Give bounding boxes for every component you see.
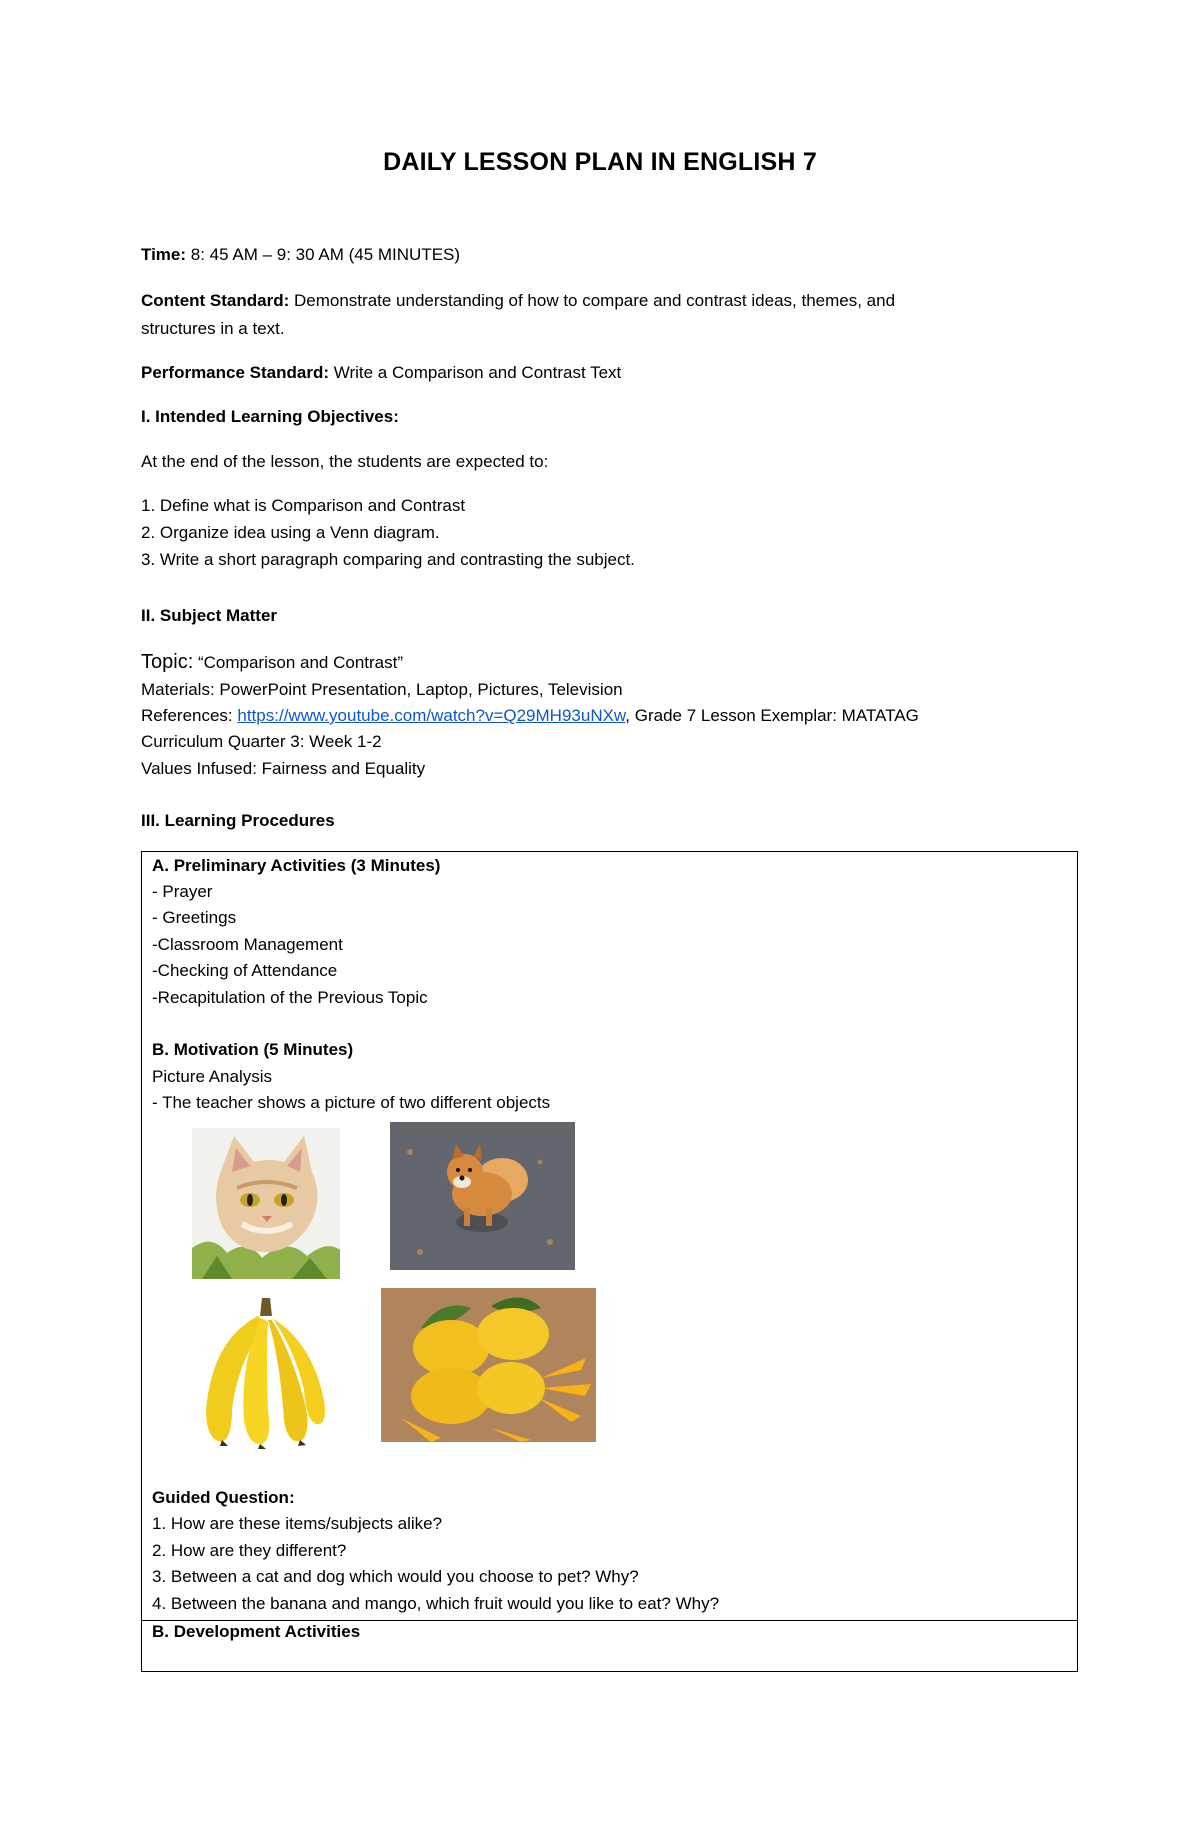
cat-image (192, 1128, 340, 1279)
content-standard-value: Demonstrate understanding of how to compare and contrast ideas, themes, and (289, 291, 896, 310)
dog-image (390, 1122, 575, 1270)
content-standard-label: Content Standard: (141, 291, 290, 310)
references-line (141, 705, 919, 727)
time-label: Time: (141, 245, 187, 264)
references-continuation: Curriculum Quarter 3: Week 1-2 (141, 732, 382, 751)
objective-item: 1. Define what is Comparison and Contrast (141, 496, 466, 515)
motivation-description: - The teacher shows a picture of two different objects (152, 1093, 551, 1112)
content-standard-line (141, 290, 895, 312)
performance-standard-label: Performance Standard: (141, 363, 329, 382)
subject-matter-heading: II. Subject Matter (141, 606, 278, 625)
content-standard-continuation: structures in a text. (141, 319, 285, 338)
guided-question-item: 4. Between the banana and mango, which fruit would you like to eat? Why? (152, 1594, 720, 1613)
procedures-heading: III. Learning Procedures (141, 811, 335, 830)
preliminary-item: -Classroom Management (152, 935, 343, 954)
values-line: Values Infused: Fairness and Equality (141, 759, 426, 778)
preliminary-item: - Prayer (152, 882, 213, 901)
guided-question-item: 1. How are these items/subjects alike? (152, 1514, 443, 1533)
references-link[interactable]: https://www.youtube.com/watch?v=Q29MH93uNXw (237, 706, 626, 725)
objectives-intro: At the end of the lesson, the students are expected to: (141, 452, 549, 471)
motivation-heading: B. Motivation (5 Minutes) (152, 1040, 354, 1059)
guided-question-heading: Guided Question: (152, 1488, 295, 1507)
time-line (141, 244, 460, 266)
development-activities-heading: B. Development Activities (152, 1622, 361, 1641)
preliminary-item: -Recapitulation of the Previous Topic (152, 988, 428, 1007)
references-label: References: (141, 706, 238, 725)
objectives-heading: I. Intended Learning Objectives: (141, 407, 399, 426)
mango-image (381, 1288, 596, 1442)
document-title: DAILY LESSON PLAN IN ENGLISH 7 (383, 148, 817, 176)
objective-item: 3. Write a short paragraph comparing and contrasting the subject. (141, 550, 635, 569)
guided-question-item: 2. How are they different? (152, 1541, 347, 1560)
topic-value: “Comparison and Contrast” (193, 653, 404, 672)
motivation-subheading: Picture Analysis (152, 1067, 272, 1086)
topic-line (141, 651, 403, 674)
guided-question-item: 3. Between a cat and dog which would you choose to pet? Why? (152, 1567, 639, 1586)
banana-image (192, 1290, 340, 1450)
preliminary-item: - Greetings (152, 908, 237, 927)
objective-item: 2. Organize idea using a Venn diagram. (141, 523, 440, 542)
preliminary-heading: A. Preliminary Activities (3 Minutes) (152, 856, 441, 875)
materials-line: Materials: PowerPoint Presentation, Laptop, Pictures, Television (141, 680, 623, 699)
performance-standard-line (141, 362, 621, 384)
time-value: 8: 45 AM – 9: 30 AM (45 MINUTES) (186, 245, 461, 264)
topic-label: Topic: (141, 651, 194, 673)
preliminary-item: -Checking of Attendance (152, 961, 338, 980)
performance-standard-value: Write a Comparison and Contrast Text (329, 363, 622, 382)
references-rest: , Grade 7 Lesson Exemplar: MATATAG (625, 706, 919, 725)
